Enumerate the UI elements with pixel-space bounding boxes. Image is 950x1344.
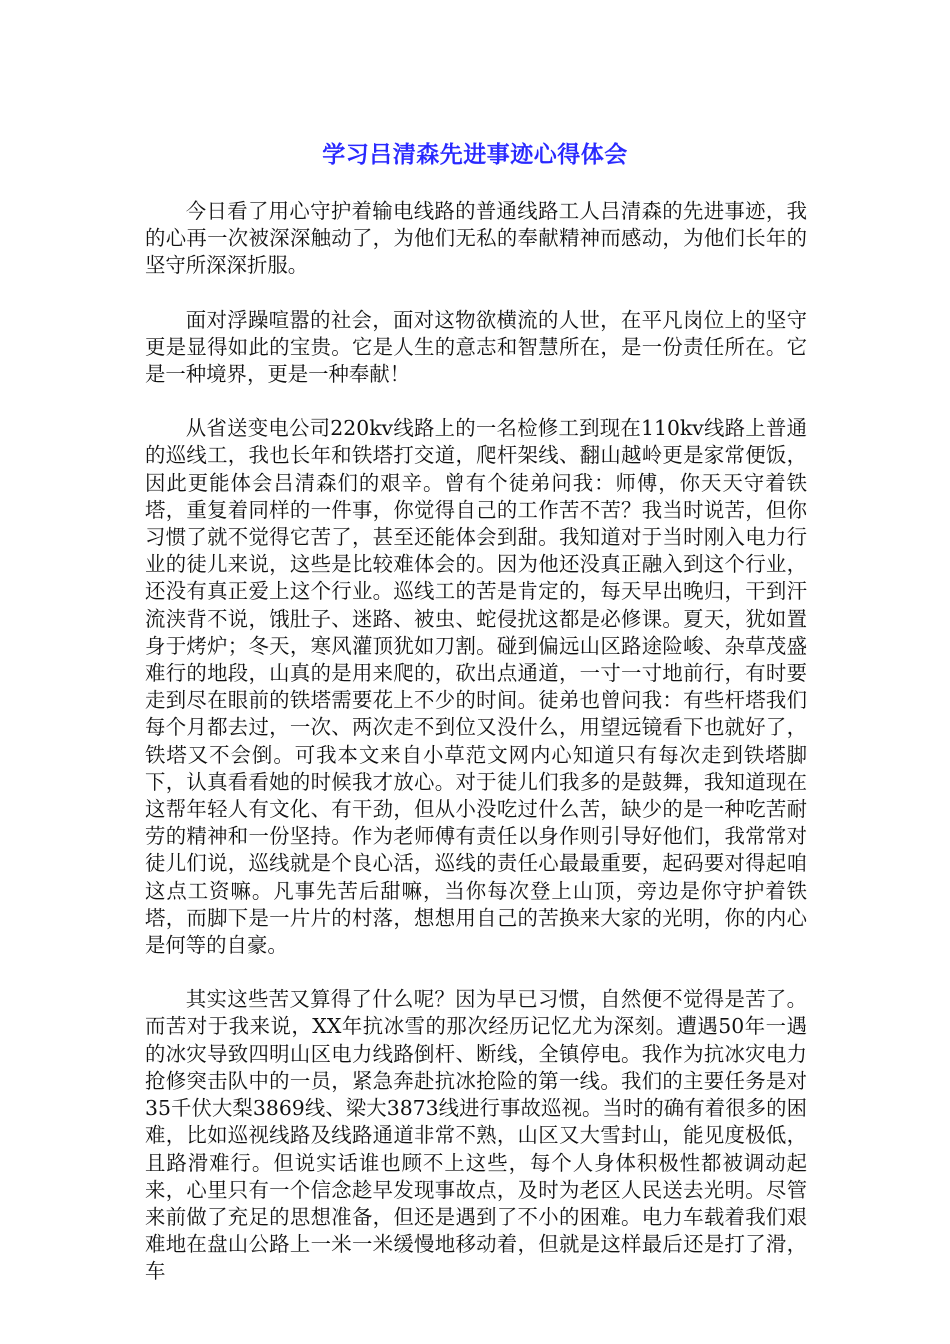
document-body: [145, 198, 807, 1313]
paragraph-3: 从省送变电公司220kv线路上的一名检修工到现在110kv线路上普通的巡线工，我也长年和铁塔打交道，爬杆架线、翻山越岭更是家常便饭，因此更能体会吕清森们的艰辛。曾有个徒弟问我：师傅，你天天守着铁塔，重复着同样的一件事，你觉得自己的工作苦不苦？我当时说苦，但你习惯了就不觉得它苦了，甚至还能体会到甜。我知道对于当时刚入电力行业的徒儿来说，这些是比较难体会的。因为他还没真正融入到这个行业，还没有真正爱上这个行业。巡线工的苦是肯定的，每天早出晚归，干到汗流浃背不说，饿肚子、迷路、被虫、蛇侵扰这都是必修课。夏天，犹如置身于烤炉；冬天，寒风灌顶犹如刀割。碰到偏远山区路途险峻、杂草茂盛难行的地段，山真的是用来爬的，砍出点通道，一寸一寸地前行，有时要走到尽在眼前的铁塔需要花上不少的时间。徒弟也曾问我：有些杆塔我们每个月都去过，一次、两次走不到位又没什么，用望远镜看下也就好了，铁塔又不会倒。可我本文来自小草范文网内心知道只有每次走到铁塔脚下，认真看看她的时候我才放心。对于徒儿们我多的是鼓舞，我知道现在这帮年轻人有文化、有干劲，但从小没吃过什么苦，缺少的是一种吃苦耐劳的精神和一份坚持。作为老师傅有责任以身作则引导好他们，我常常对徒儿们说，巡线就是个良心活，巡线的责任心最最重要，起码要对得起咱这点工资嘛。凡事先苦后甜嘛，当你每次登上山顶，旁边是你守护着铁塔，而脚下是一片片的村落，想想用自己的苦换来大家的光明，你的内心是何等的自豪。: [145, 416, 807, 958]
paragraph-1: 今日看了用心守护着输电线路的普通线路工人吕清森的先进事迹，我的心再一次被深深触动了，为他们无私的奉献精神而感动，为他们长年的坚守所深深折服。: [145, 199, 807, 278]
paragraph-2: 面对浮躁喧嚣的社会，面对这物欲横流的人世，在平凡岗位上的坚守更是显得如此的宝贵。它是人生的意志和智慧所在，是一份责任所在。它是一种境界，更是一种奉献！: [145, 307, 807, 387]
paragraph-4: 其实这些苦又算得了什么呢？因为早已习惯，自然便不觉得是苦了。而苦对于我来说，XX年抗冰雪的那次经历记忆尤为深刻。遭遇50年一遇的冰灾导致四明山区电力线路倒杆、断线，全镇停电。我作为抗冰灾电力抢修突击队中的一员，紧急奔赴抗冰抢险的第一线。我们的主要任务是对35千伏大梨3869线、梁大3873线进行事故巡视。当时的确有着很多的困难，比如巡视线路及线路通道非常不熟，山区又大雪封山，能见度极低，且路滑难行。但说实话谁也顾不上这些，每个人身体积极性都被调动起来，心里只有一个信念趁早发现事故点，及时为老区人民送去光明。尽管来前做了充足的思想准备，但还是遇到了不小的困难。电力车载着我们艰难地在盘山公路上一米一米缓慢地移动着，但就是这样最后还是打了滑，车: [145, 987, 807, 1284]
document-title: 学习吕清森先进事迹心得体会: [322, 142, 628, 168]
